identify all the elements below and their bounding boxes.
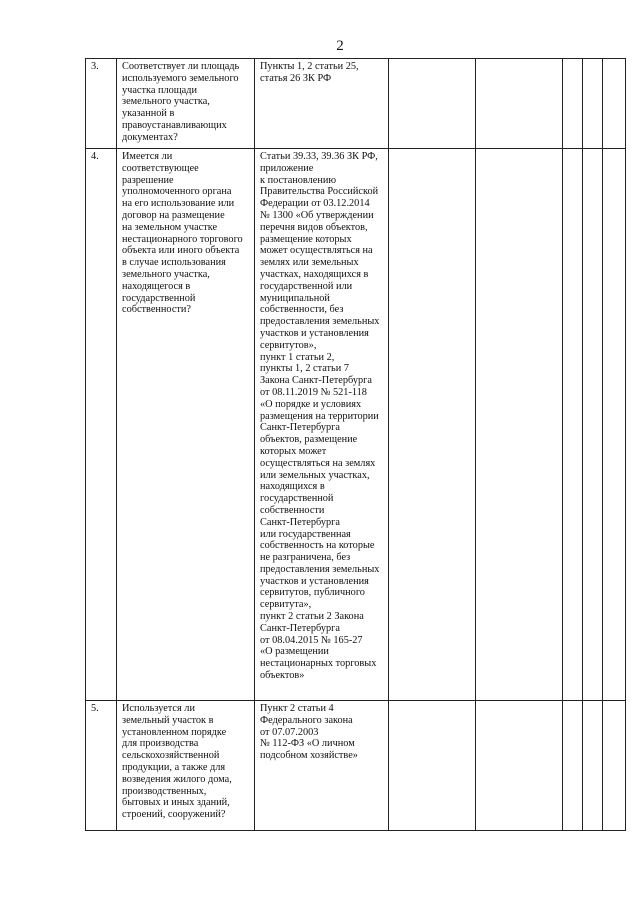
reference-line: подсобном хозяйстве»: [260, 750, 358, 762]
reference-line: № 112-ФЗ «О личном: [260, 738, 355, 750]
question-line: документах?: [122, 131, 178, 143]
question-line: возведения жилого дома,: [122, 773, 232, 785]
requirement-question: [117, 59, 255, 149]
reference-line: статья 26 ЗК РФ: [260, 72, 332, 84]
reference-line: перечня видов объектов,: [260, 221, 368, 233]
table-row: [86, 59, 626, 149]
question-line: на земельном участке: [122, 221, 218, 233]
legal-reference: [255, 701, 389, 831]
empty-answer-cell: [583, 59, 603, 149]
empty-answer-cell: [603, 149, 626, 701]
requirement-question: [117, 149, 255, 701]
empty-answer-cell: [476, 59, 563, 149]
question-line: продукции, а также для: [122, 761, 226, 773]
reference-line: пункт 1 статьи 2,: [260, 351, 335, 363]
reference-line: государственной: [260, 493, 334, 505]
reference-line: предоставления земельных: [260, 563, 380, 575]
empty-answer-cell: [476, 701, 563, 831]
question-line: на его использование или: [122, 198, 235, 210]
reference-line: сервитутов»,: [260, 339, 317, 351]
reference-line: может осуществляться на: [260, 245, 373, 257]
reference-line: или земельных участках,: [260, 469, 370, 481]
question-line: для производства: [122, 738, 199, 750]
question-line: земельный участок в: [122, 714, 214, 726]
question-line: Соответствует ли площадь: [122, 61, 240, 72]
reference-line: Федерации от 03.12.2014: [260, 198, 370, 210]
reference-line: собственности: [260, 504, 325, 516]
question-line: в случае использования: [122, 257, 226, 269]
question-line: участка площади: [122, 84, 198, 96]
reference-line: сервитута»,: [260, 599, 312, 611]
requirement-question: [117, 701, 255, 831]
empty-answer-cell: [476, 149, 563, 701]
reference-line: участков и установления: [260, 327, 369, 339]
reference-line: не разграничена, без: [260, 552, 351, 564]
question-line: соответствующее: [122, 162, 199, 174]
empty-answer-cell: [563, 59, 583, 149]
question-line: собственности?: [122, 304, 191, 316]
reference-line: предоставления земельных: [260, 316, 380, 328]
reference-line: землях или земельных: [260, 257, 359, 269]
question-line: строений, сооружений?: [122, 809, 226, 821]
question-line: производственных,: [122, 785, 207, 797]
reference-line: Пункты 1, 2 статьи 25,: [260, 61, 359, 72]
reference-line: участков и установления: [260, 575, 369, 587]
reference-line: сервитутов, публичного: [260, 587, 365, 599]
reference-line: к постановлению: [260, 174, 337, 186]
reference-line: от 08.04.2015 № 165-27: [260, 634, 363, 646]
page-number: 2: [336, 38, 344, 54]
reference-line: государственной или: [260, 280, 353, 292]
empty-answer-cell: [583, 149, 603, 701]
reference-line: Пункт 2 статьи 4: [260, 703, 334, 714]
question-line: нестационарного торгового: [122, 233, 243, 245]
question-line: договор на размещение: [122, 209, 225, 221]
question-line: земельного участка,: [122, 268, 210, 280]
reference-line: находящихся в: [260, 481, 325, 493]
reference-line: Санкт-Петербурга: [260, 422, 340, 434]
row-number: 4.: [86, 149, 117, 701]
empty-answer-cell: [563, 149, 583, 701]
reference-line: Правительства Российской: [260, 186, 379, 198]
table-row: [86, 149, 626, 701]
empty-answer-cell: [603, 59, 626, 149]
row-number: 5.: [86, 701, 117, 831]
reference-line: нестационарных торговых: [260, 658, 377, 670]
question-line: Имеется ли: [122, 151, 173, 162]
question-line: объекта или иного объекта: [122, 245, 240, 257]
question-line: используемого земельного: [122, 72, 239, 84]
reference-line: осуществляться на землях: [260, 457, 376, 469]
question-line: Используется ли: [122, 703, 195, 714]
row-number: 3.: [86, 59, 117, 149]
reference-line: от 07.07.2003: [260, 726, 319, 738]
legal-reference: [255, 149, 389, 701]
empty-answer-cell: [389, 701, 476, 831]
reference-line: Федерального закона: [260, 714, 353, 726]
reference-line: собственность на которые: [260, 540, 375, 552]
reference-line: размещение которых: [260, 233, 352, 245]
question-line: указанной в: [122, 108, 175, 120]
reference-line: пункты 1, 2 статьи 7: [260, 363, 349, 375]
table-row: [86, 701, 626, 831]
reference-line: № 1300 «Об утверждении: [260, 209, 374, 221]
legal-reference: [255, 59, 389, 149]
reference-line: Статьи 39.33, 39.36 ЗК РФ,: [260, 151, 378, 162]
empty-answer-cell: [389, 59, 476, 149]
reference-line: собственности, без: [260, 304, 344, 316]
question-line: установленном порядке: [122, 726, 227, 738]
question-line: сельскохозяйственной: [122, 750, 220, 762]
question-line: уполномоченного органа: [122, 186, 232, 198]
checklist-table: [85, 58, 626, 831]
reference-line: пункт 2 статьи 2 Закона: [260, 611, 364, 623]
reference-line: объектов»: [260, 670, 305, 682]
question-line: правоустанавливающих: [122, 119, 227, 131]
reference-line: муниципальной: [260, 292, 330, 304]
reference-line: Закона Санкт-Петербурга: [260, 375, 372, 387]
reference-line: объектов, размещение: [260, 434, 358, 446]
reference-line: от 08.11.2019 № 521-118: [260, 386, 367, 398]
reference-line: «О порядке и условиях: [260, 398, 362, 410]
empty-answer-cell: [389, 149, 476, 701]
question-line: земельного участка,: [122, 96, 210, 108]
reference-line: участках, находящихся в: [260, 268, 369, 280]
reference-line: которых может: [260, 445, 327, 457]
reference-line: «О размещении: [260, 646, 329, 658]
reference-line: или государственная: [260, 528, 351, 540]
question-line: государственной: [122, 292, 196, 304]
reference-line: Санкт-Петербурга: [260, 516, 340, 528]
reference-line: приложение: [260, 162, 314, 174]
empty-answer-cell: [563, 701, 583, 831]
question-line: разрешение: [122, 174, 174, 186]
question-line: находящегося в: [122, 280, 191, 292]
question-line: бытовых и иных зданий,: [122, 797, 230, 809]
reference-line: размещения на территории: [260, 410, 379, 422]
empty-answer-cell: [583, 701, 603, 831]
empty-answer-cell: [603, 701, 626, 831]
reference-line: Санкт-Петербурга: [260, 622, 340, 634]
